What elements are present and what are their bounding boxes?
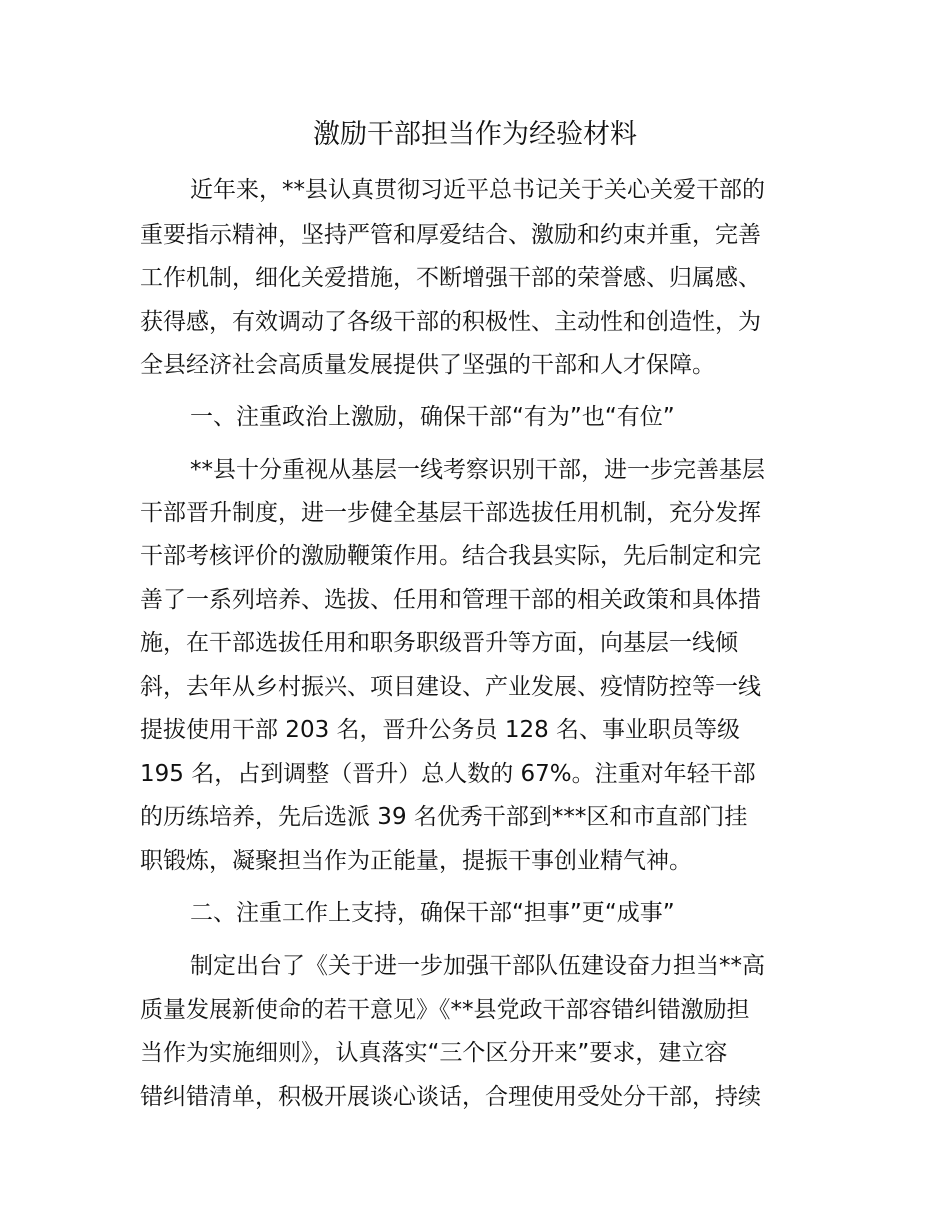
section-heading: 一、注重政治上激励，确保干部“有为”也“有位” [190, 404, 675, 430]
paragraph-line: 的历练培养，先后选派 39 名优秀干部到***区和市直部门挂 [140, 804, 748, 830]
paragraph-line: **县十分重视从基层一线考察识别干部，进一步完善基层 [190, 457, 765, 483]
paragraph-line: 195 名，占到调整（晋升）总人数的 67%。注重对年轻干部 [140, 761, 756, 787]
paragraph-line: 重要指示精神，坚持严管和厚爱结合、激励和约束并重，完善 [140, 222, 761, 248]
paragraph-line: 干部晋升制度，进一步健全基层干部选拔任用机制，充分发挥 [140, 500, 761, 526]
paragraph-line: 施，在干部选拔任用和职务职级晋升等方面，向基层一线倾 [140, 630, 738, 656]
paragraph-line: 制定出台了《关于进一步加强干部队伍建设奋力担当**高 [190, 953, 765, 979]
paragraph-line: 职锻炼，凝聚担当作为正能量，提振干事创业精气神。 [140, 848, 692, 874]
paragraph-line: 善了一系列培养、选拔、任用和管理干部的相关政策和具体措 [140, 587, 761, 613]
paragraph-line: 获得感，有效调动了各级干部的积极性、主动性和创造性，为 [140, 309, 761, 335]
paragraph-line: 当作为实施细则》，认真落实“三个区分开来”要求，建立容 [140, 1040, 728, 1066]
document-title: 激励干部担当作为经验材料 [313, 119, 637, 150]
paragraph-line: 工作机制，细化关爱措施，不断增强干部的荣誉感、归属感、 [140, 265, 761, 291]
section-heading: 二、注重工作上支持，确保干部“担事”更“成事” [190, 900, 675, 926]
paragraph-line: 全县经济社会高质量发展提供了坚强的干部和人才保障。 [140, 352, 715, 378]
paragraph-line: 近年来，**县认真贯彻习近平总书记关于关心关爱干部的 [190, 177, 765, 203]
paragraph-line: 干部考核评价的激励鞭策作用。结合我县实际，先后制定和完 [140, 543, 761, 569]
paragraph-line: 提拔使用干部 203 名，晋升公务员 128 名、事业职员等级 [140, 717, 741, 743]
paragraph-line: 错纠错清单，积极开展谈心谈话，合理使用受处分干部，持续 [140, 1084, 761, 1110]
paragraph-line: 斜，去年从乡村振兴、项目建设、产业发展、疫情防控等一线 [140, 674, 761, 700]
paragraph-line: 质量发展新使命的若干意见》《**县党政干部容错纠错激励担 [140, 997, 750, 1023]
